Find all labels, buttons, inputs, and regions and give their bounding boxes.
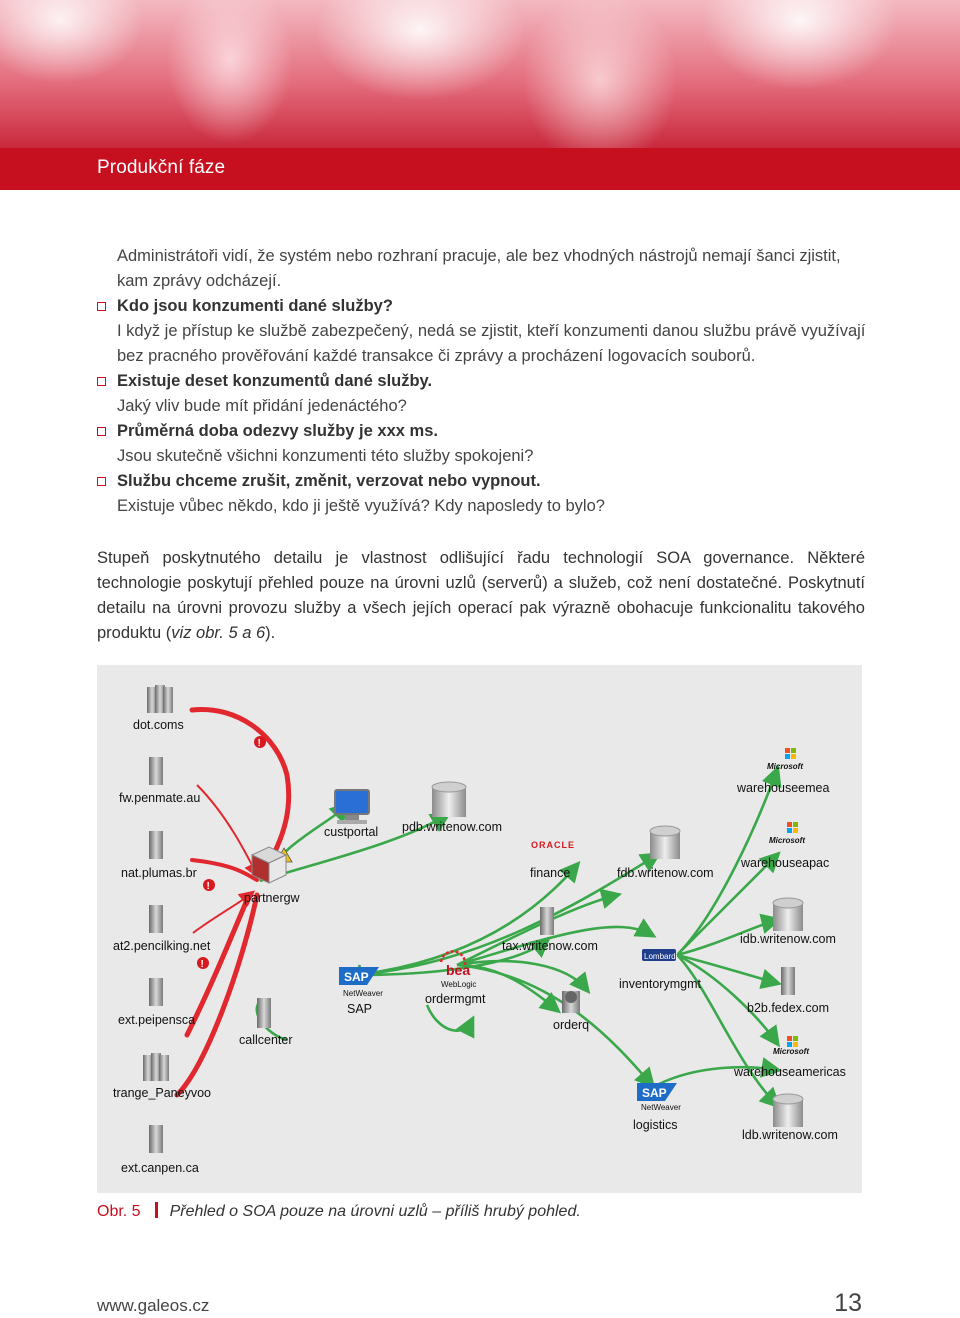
node-label: partnergw xyxy=(244,891,300,905)
server-icon xyxy=(257,998,271,1028)
body-paragraph xyxy=(97,546,865,646)
node-label: at2.pencilking.net xyxy=(113,939,211,953)
node-label: b2b.fedex.com xyxy=(747,1001,829,1015)
list-item-question: Službu chceme zrušit, změnit, verzovat nebo vypnout. xyxy=(97,469,867,494)
server-cluster-icon xyxy=(147,685,173,713)
list-item-text: Jaký vliv bude mít přidání jedenáctého? xyxy=(117,397,407,415)
alert-icon xyxy=(254,736,266,749)
microsoft-logo-icon xyxy=(767,748,803,771)
svg-text:Lombardi: Lombardi xyxy=(644,952,678,961)
list-item-question: Průměrná doba odezvy služby je xxx ms. xyxy=(97,419,867,444)
question-list xyxy=(97,294,867,519)
svg-text:WebLogic: WebLogic xyxy=(441,980,477,989)
server-icon xyxy=(781,967,795,995)
healthy-links xyxy=(257,770,777,1105)
database-icon xyxy=(773,898,803,931)
node-label: orderq xyxy=(553,1018,590,1032)
server-icon xyxy=(149,1125,163,1153)
svg-text:!: ! xyxy=(200,959,204,970)
svg-text:NetWeaver: NetWeaver xyxy=(343,989,383,998)
node-label: warehouseapac xyxy=(741,856,830,870)
svg-text:SAP: SAP xyxy=(642,1086,667,1100)
figure-caption xyxy=(97,1202,581,1221)
node-label: fw.penmate.au xyxy=(119,791,201,805)
gateway-cube-icon xyxy=(252,847,286,883)
figure-reference: viz obr. 5 a 6 xyxy=(171,624,266,642)
node-label: ldb.writenow.com xyxy=(742,1128,838,1142)
header-photo xyxy=(0,0,960,150)
node-label: dot.coms xyxy=(133,718,184,732)
node-label: pdb.writenow.com xyxy=(402,820,503,834)
server-icon xyxy=(149,757,163,785)
section-title: Produkční fáze xyxy=(97,157,226,178)
server-icon xyxy=(540,907,554,935)
list-item-text: I když je přístup ke službě zabezpečený, nedá se zjistit, kteří konzumenti danou službu právě využívají bez pracného prověřování každé transakce či zprávy a procházení logovacích souborů. xyxy=(117,322,866,365)
svg-text:bea: bea xyxy=(446,962,471,978)
sap-logo-icon xyxy=(637,1083,681,1112)
svg-text:NetWeaver: NetWeaver xyxy=(641,1103,681,1112)
caption-text: Přehled o SOA pouze na úrovni uzlů – příliš hrubý pohled. xyxy=(169,1203,581,1220)
svg-text:Microsoft: Microsoft xyxy=(769,836,805,845)
node-label: warehouseamericas xyxy=(734,1065,846,1079)
node-label: finance xyxy=(530,866,571,880)
node-label: tax.writenow.com xyxy=(502,939,598,953)
alert-icon xyxy=(197,957,209,970)
database-icon xyxy=(650,826,680,859)
svg-text:!: ! xyxy=(257,738,261,749)
node-label: ext.peipensca xyxy=(118,1013,196,1027)
node-label: trange_Paneyvoo xyxy=(113,1086,211,1100)
oracle-logo-icon xyxy=(531,840,575,850)
alert-icon xyxy=(203,879,215,892)
node-label: logistics xyxy=(633,1118,678,1132)
microsoft-logo-icon xyxy=(769,822,805,845)
database-icon xyxy=(773,1094,803,1127)
node-label: idb.writenow.com xyxy=(740,932,836,946)
node-label: warehouseemea xyxy=(737,781,830,795)
queue-server-icon xyxy=(562,991,580,1013)
monitor-icon xyxy=(335,790,369,824)
node-label: ext.canpen.ca xyxy=(121,1161,199,1175)
lombardi-logo-icon xyxy=(642,949,678,961)
paragraph-end: ). xyxy=(265,624,276,642)
node-label: inventorymgmt xyxy=(619,977,701,991)
node-label: SAP xyxy=(347,1002,373,1016)
list-item-question: Kdo jsou konzumenti dané služby? xyxy=(97,294,867,319)
svg-text:Microsoft: Microsoft xyxy=(767,762,803,771)
paragraph-text: Stupeň poskytnutého detailu je vlastnost odlišující řadu technologií SOA governance. Některé technologie poskytují přehled pouze na úrovni uzlů (serverů) a služeb, což není dostatečné. Poskytnutí detailu na úrovni provozu služby a všech jejích operací pak výrazně obohacuje funkcionalitu takového produktu ( xyxy=(97,549,865,642)
database-icon xyxy=(432,782,466,817)
list-item-question: Existuje deset konzumentů dané služby. xyxy=(97,369,867,394)
server-cluster-icon xyxy=(143,1053,169,1081)
node-label: custportal xyxy=(324,825,379,839)
server-icon xyxy=(149,831,163,859)
page-number: 13 xyxy=(834,1289,862,1317)
node-label: ordermgmt xyxy=(425,992,486,1006)
svg-text:ORACLE: ORACLE xyxy=(531,840,575,850)
svg-text:Microsoft: Microsoft xyxy=(773,1047,809,1056)
svg-text:SAP: SAP xyxy=(344,970,369,984)
svg-text:!: ! xyxy=(206,881,210,892)
node-label: fdb.writenow.com xyxy=(617,866,714,880)
node-label: callcenter xyxy=(239,1033,293,1047)
microsoft-logo-icon xyxy=(773,1036,809,1056)
soa-node-diagram xyxy=(97,665,862,1193)
list-item-text: Existuje vůbec někdo, kdo ji ještě využívá? Kdy naposledy to bylo? xyxy=(117,497,605,515)
list-item-text: Jsou skutečně všichni konzumenti této služby spokojeni? xyxy=(117,447,534,465)
caption-divider xyxy=(155,1202,158,1218)
server-icon xyxy=(149,978,163,1006)
node-label: nat.plumas.br xyxy=(121,866,197,880)
server-icon xyxy=(149,905,163,933)
footer-url[interactable]: www.galeos.cz xyxy=(97,1296,210,1315)
intro-text: Administrátoři vidí, že systém nebo rozhraní pracuje, ale bez vhodných nástrojů nemají šanci zjistit, kam zprávy odcházejí. xyxy=(117,247,841,290)
caption-label: Obr. 5 xyxy=(97,1203,141,1220)
